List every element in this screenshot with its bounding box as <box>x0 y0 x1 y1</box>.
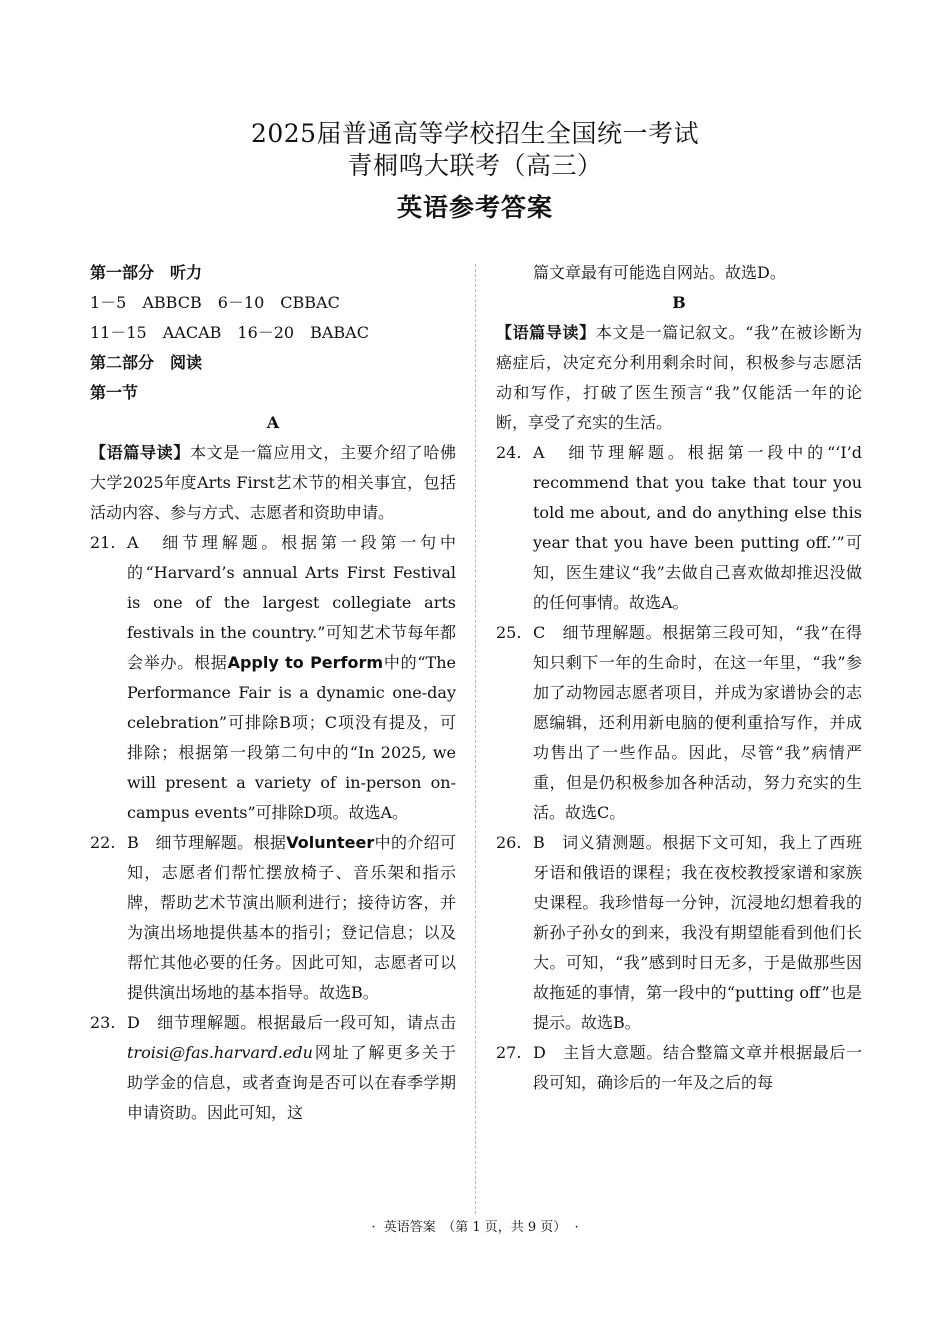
page-header <box>0 118 950 225</box>
question-number: 24. <box>496 443 522 462</box>
question-number: 26. <box>496 833 522 852</box>
listening-answers-row-2: 11－15 AACAB 16－20 BABAC <box>90 323 369 342</box>
passage-b-guide <box>496 318 862 438</box>
passage-a-guide <box>90 438 456 528</box>
document-title: 英语参考答案 <box>396 193 553 222</box>
guide-text: 本文是一篇记叙文。“我”在被诊断为癌症后，决定充分利用剩余时间，积极参与志愿活动和写作，打破了医生预言“我”仅能活一年的论断，享受了充实的生活。 <box>496 323 862 432</box>
question-number: 23. <box>90 1013 116 1032</box>
passage-b-heading: B <box>672 293 686 312</box>
question-number: 27. <box>496 1043 522 1062</box>
answer-27: 27. D 主旨大意题。结合整篇文章并根据最后一段可知，确诊后的一年及之后的每 <box>496 1038 862 1098</box>
guide-tag: 【语篇导读】 <box>90 443 190 462</box>
answer-23-continued: 篇文章最有可能选自网站。故选D。 <box>533 263 786 282</box>
section-name: Apply to Perform <box>227 653 384 672</box>
part1-heading: 第一部分 听力 <box>90 263 203 282</box>
question-number: 25. <box>496 623 522 642</box>
section-name: Volunteer <box>286 833 375 852</box>
answer-24: 24. A 细节理解题。根据第一段中的“‘I’d recommend that you take that tour you told me about, and do anything else this year that you have been putting off.’”可知，医生建议“我”去做自己喜欢做却推迟没做的任何事情。故选A。 <box>496 438 862 618</box>
part2-heading: 第二部分 阅读 <box>90 353 203 372</box>
guide-tag: 【语篇导读】 <box>496 323 596 342</box>
question-number: 22. <box>90 833 116 852</box>
listening-answers-row-1: 1－5 ABBCB 6－10 CBBAC <box>90 293 340 312</box>
answer-23: 23. D 细节理解题。根据最后一段可知，请点击troisi@fas.harvard.edu网址了解更多关于助学金的信息，或者查询是否可以在春季学期申请资助。因此可知，这 <box>90 1008 456 1128</box>
answer-25: 25. C 细节理解题。根据第三段可知，“我”在得知只剩下一年的生命时，在这一年里，“我”参加了动物园志愿者项目，并成为家谱协会的志愿编辑，还利用新电脑的便利重拾写作，并成功售出了一些作品。因此，尽管“我”病情严重，但是仍积极参加各种活动，努力充实的生活。故选C。 <box>496 618 862 828</box>
exam-subtitle: 青桐鸣大联考（高三） <box>347 151 603 180</box>
column-divider <box>475 264 476 1214</box>
exam-title: 2025届普通高等学校招生全国统一考试 <box>250 119 700 148</box>
left-column <box>90 258 456 1128</box>
answer-22: 22. B 细节理解题。根据Volunteer中的介绍可知，志愿者们帮忙摆放椅子、音乐架和指示牌，帮助艺术节演出顺利进行；接待访客，并为演出场地提供基本的指引；登记信息；以及帮忙其他必要的任务。因此可知，志愿者可以提供演出场地的基本指导。故选B。 <box>90 828 456 1008</box>
email-address: troisi@fas.harvard.edu <box>127 1043 313 1062</box>
question-number: 21. <box>90 533 116 552</box>
answer-21: 21. A 细节理解题。根据第一段第一句中的“Harvard’s annual Arts First Festival is one of the largest collegiate arts festivals in the country.”可知艺术节每年都会举办。根据Apply to Perform中的“The Performance Fair is a dynamic one-day celebration”可排除B项；C项没有提及，可排除；根据第一段第二句中的“In 2025, we will present a variety of in-person on-campus events”可排除D项。故选A。 <box>90 528 456 828</box>
guide-text: 本文是一篇应用文，主要介绍了哈佛大学2025年度Arts First艺术节的相关事宜，包括活动内容、参与方式、志愿者和资助申请。 <box>90 443 456 522</box>
passage-a-heading: A <box>266 413 280 432</box>
right-column <box>496 258 862 1098</box>
section1-heading: 第一节 <box>90 383 139 402</box>
answer-26: 26. B 词义猜测题。根据下文可知，我上了西班牙语和俄语的课程；我在夜校教授家谱和家族史课程。我珍惜每一分钟，沉浸地幻想着我的新孙子孙女的到来，我没有期望能看到他们长大。可知，“我”感到时日无多，于是做那些因故拖延的事情，第一段中的“putting off”也是提示。故选B。 <box>496 828 862 1038</box>
page-footer: · 英语答案 （第 1 页，共 9 页） · <box>371 1220 579 1235</box>
